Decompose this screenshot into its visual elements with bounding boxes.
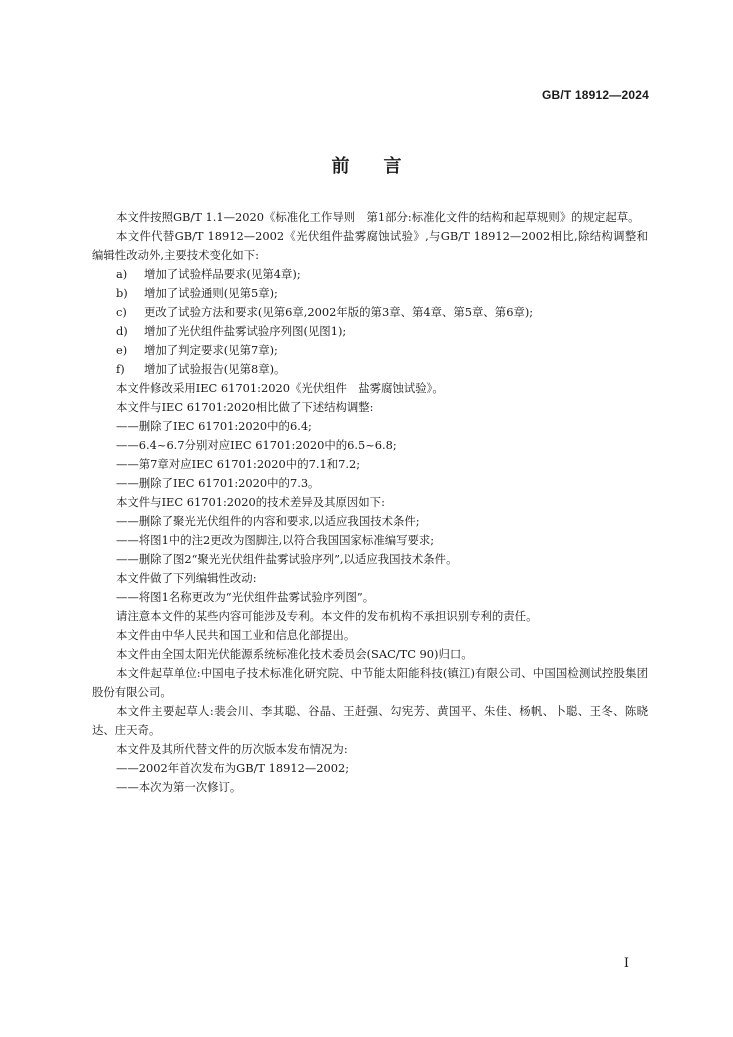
paragraph-differences-intro: 本文件与IEC 61701:2020的技术差异及其原因如下: (116, 495, 385, 509)
paragraph-patent-notice: 请注意本文件的某些内容可能涉及专利。本文件的发布机构不承担识别专利的责任。 (116, 609, 538, 623)
paragraph-drafting-rules: 本文件按照GB/T 1.1—2020《标准化工作导则 第1部分:标准化文件的结构和起草规则》的规定起草。 (116, 210, 640, 224)
paragraph-replaces: 本文件代替GB/T 18912—2002《光伏组件盐雾腐蚀试验》,与GB/T 18912—2002相比,除结构调整和编辑性改动外,主要技术变化如下: (92, 229, 648, 262)
paragraph-editorial-intro: 本文件做了下列编辑性改动: (116, 571, 257, 585)
page-title: 前言 (331, 156, 436, 177)
page-number: I (623, 956, 629, 971)
paragraph-adoption: 本文件修改采用IEC 61701:2020《光伏组件 盐雾腐蚀试验》。 (116, 381, 444, 395)
list-item: ——删除了IEC 61701:2020中的7.3。 (116, 476, 320, 490)
list-item: ——将图1名称更改为“光伏组件盐雾试验序列图”。 (116, 590, 375, 604)
paragraph-structure-intro: 本文件与IEC 61701:2020相比做了下述结构调整: (116, 400, 374, 414)
list-item: a) 增加了试验样品要求(见第4章); (116, 267, 301, 281)
list-item: ——6.4~6.7分别对应IEC 61701:2020中的6.5~6.8; (116, 438, 397, 452)
list-item: f) 增加了试验报告(见第8章)。 (116, 362, 286, 376)
paragraph-proposer: 本文件由中华人民共和国工业和信息化部提出。 (116, 628, 356, 642)
list-item: ——本次为第一次修订。 (116, 780, 242, 794)
list-item: e) 增加了判定要求(见第7章); (116, 343, 278, 357)
paragraph-drafting-units: 本文件起草单位:中国电子技术标准化研究院、中节能太阳能科技(镇江)有限公司、中国国检测试控股集团股份有限公司。 (92, 666, 648, 699)
list-item: ——将图1中的注2更改为图脚注,以符合我国国家标准编写要求; (116, 533, 435, 547)
standard-code: GB/T 18912—2024 (541, 88, 649, 102)
list-item: ——2002年首次发布为GB/T 18912—2002; (116, 761, 350, 775)
list-item: ——删除了聚光光伏组件的内容和要求,以适应我国技术条件; (116, 514, 420, 528)
list-item: ——删除了图2“聚光光伏组件盐雾试验序列”,以适应我国技术条件。 (116, 552, 458, 566)
paragraph-committee: 本文件由全国太阳光伏能源系统标准化技术委员会(SAC/TC 90)归口。 (116, 647, 473, 661)
paragraph-drafters: 本文件主要起草人:裴会川、李其聪、谷晶、王赶强、勾宪芳、黄国平、朱佳、杨帆、卜聪、王冬、陈晓达、庄天奇。 (92, 704, 648, 737)
list-item: ——删除了IEC 61701:2020中的6.4; (116, 419, 312, 433)
list-item: ——第7章对应IEC 61701:2020中的7.1和7.2; (116, 457, 361, 471)
list-item: c) 更改了试验方法和要求(见第6章,2002年版的第3章、第4章、第5章、第6章); (116, 305, 534, 319)
list-item: d) 增加了光伏组件盐雾试验序列图(见图1); (116, 324, 347, 338)
list-item: b) 增加了试验通则(见第5章); (116, 286, 278, 300)
paragraph-history-intro: 本文件及其所代替文件的历次版本发布情况为: (116, 742, 348, 756)
foreword-body (92, 208, 648, 797)
